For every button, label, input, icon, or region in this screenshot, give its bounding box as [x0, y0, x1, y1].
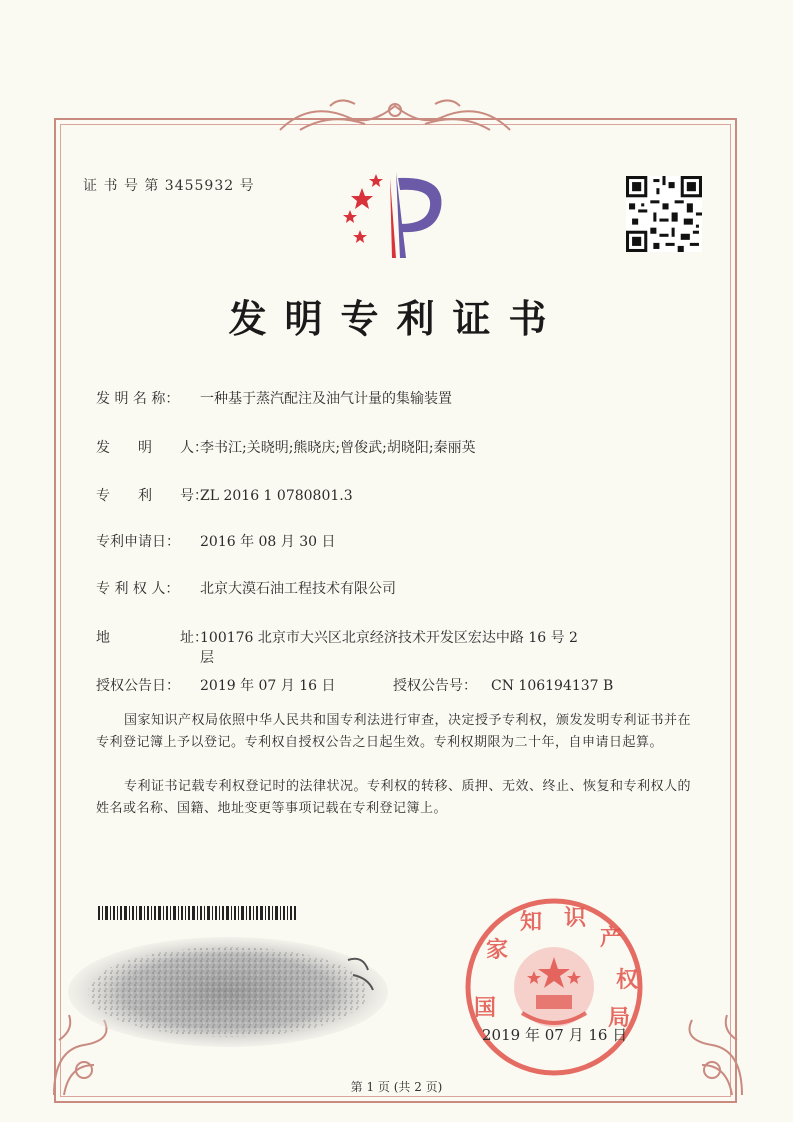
svg-text:识: 识: [564, 905, 587, 931]
cnipa-logo-icon: [336, 168, 446, 260]
barcode: [98, 906, 296, 920]
statement-paragraph: 国家知识产权局依照中华人民共和国专利法进行审查，决定授予专利权，颁发发明专利证书并在专利登记簿上予以登记。专利权自授权公告之日起生效。专利权期限为二十年，自申请日起算。: [96, 713, 692, 750]
certificate-title: 发明专利证书: [228, 296, 565, 341]
field-value: 100176 北京市大兴区北京经济技术开发区宏达中路 16 号 2: [200, 630, 578, 646]
field-invention-name: [96, 388, 452, 408]
field-inventors: [96, 437, 476, 457]
statement-paragraph: 专利证书记载专利权登记时的法律状况。专利权的转移、质押、无效、终止、恢复和专利权人的姓名或名称、国籍、地址变更等事项记载在专利登记簿上。: [96, 779, 692, 816]
svg-text:局: 局: [608, 1005, 631, 1031]
field-value: CN 106194137 B: [491, 678, 614, 694]
field-value: 2016 年 08 月 30 日: [200, 534, 336, 550]
field-patentee: [96, 578, 396, 598]
field-value: 北京大漠石油工程技术有限公司: [200, 581, 396, 597]
field-value: 一种基于蒸汽配注及油气计量的集输装置: [200, 391, 452, 407]
svg-text:产: 产: [600, 925, 623, 951]
svg-text:知: 知: [520, 909, 543, 935]
field-label: 授权公告号：: [393, 678, 477, 694]
seal-date: 2019 年 07 月 16 日: [482, 1026, 628, 1044]
svg-text:国: 国: [474, 995, 497, 1021]
field-label: 地 址：: [96, 630, 208, 646]
field-label: 专 利 权 人：: [96, 581, 180, 597]
hologram-security-mark: [68, 930, 398, 1050]
field-value: 2019 年 07 月 16 日: [200, 678, 336, 694]
field-label: 专 利 号：: [96, 488, 208, 504]
field-grant-no: [393, 675, 613, 695]
field-label: 专利申请日：: [96, 534, 180, 550]
field-address-continuation: 层: [200, 650, 214, 666]
field-address: [96, 627, 578, 647]
field-label: 发 明 名 称：: [96, 391, 180, 407]
qr-code: [626, 176, 702, 252]
field-value: ZL 2016 1 0780801.3: [200, 488, 353, 504]
field-patent-no: [96, 485, 353, 505]
field-grant-date: [96, 675, 336, 695]
certificate-number: 证 书 号 第 3455932 号: [83, 178, 255, 194]
svg-text:权: 权: [616, 967, 639, 993]
top-ornament: [270, 96, 520, 136]
field-application-date: [96, 531, 336, 551]
page-indicator: 第 1 页 (共 2 页): [350, 1080, 443, 1094]
field-label: 授权公告日：: [96, 678, 180, 694]
field-value: 李书江;关晓明;熊晓庆;曾俊武;胡晓阳;秦丽英: [200, 440, 476, 456]
official-seal: [462, 895, 646, 1079]
field-label: 发 明 人：: [96, 440, 208, 456]
svg-text:家: 家: [486, 937, 509, 963]
